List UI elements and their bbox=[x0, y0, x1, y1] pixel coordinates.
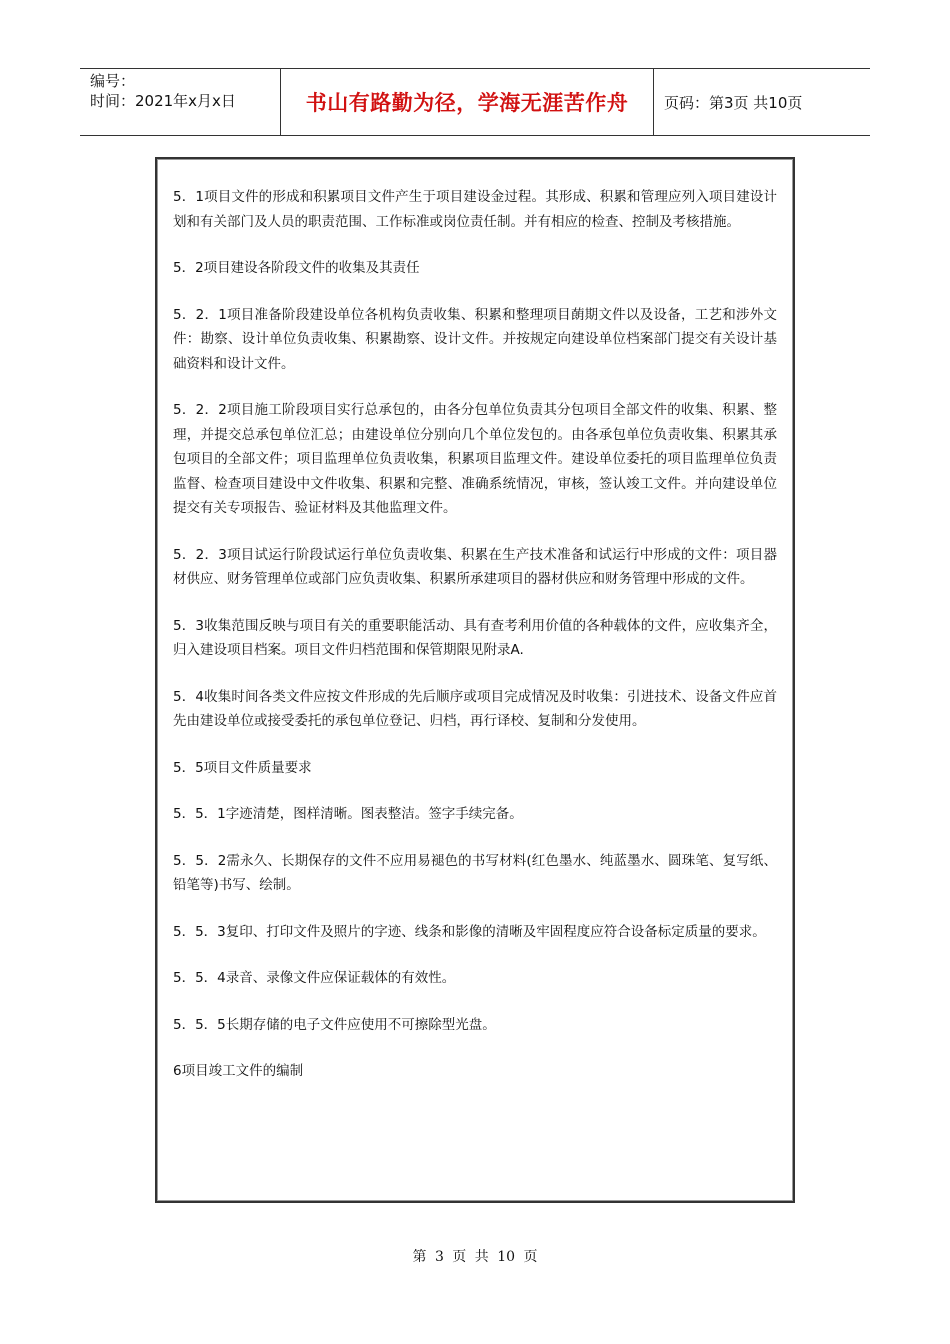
paragraph: 5．2项目建设各阶段文件的收集及其责任 bbox=[173, 260, 420, 276]
paragraph: 5．3收集范围反映与项目有关的重要职能活动、具有查考利用价值的各种载体的文件，应收集齐全，归入建设项目档案。项目文件归档范围和保管期限见附录A. bbox=[173, 617, 777, 658]
paragraph: 5．2．3项目试运行阶段试运行单位负责收集、积累在生产技术准备和试运行中形成的文件：项目器材供应、财务管理单位或部门应负责收集、积累所承建项目的器材供应和财务管理中形成的文件。 bbox=[173, 546, 777, 587]
page-footer: 第 3 页 共 10 页 bbox=[412, 1249, 538, 1265]
content-box bbox=[155, 157, 795, 1203]
paragraph: 5．2．1项目准备阶段建设单位各机构负责收集、积累和整理项目蓢期文件以及设备，工艺和涉外文件：勘察、设计单位负责收集、积累勘察、设计文件。并按规定向建设单位档案部门提交有关设计基础资料和设计文件。 bbox=[173, 306, 777, 372]
document-header bbox=[80, 68, 870, 136]
time-label: 时间：2021年x月x日 bbox=[90, 92, 236, 110]
paragraph: 5．5．3复印、打印文件及照片的字迹、线条和影像的清晰及牢固程度应符合设备标定质量的要求。 bbox=[173, 923, 766, 940]
paragraph: 5．4收集时间各类文件应按文件形成的先后顺序或项目完成情况及时收集：引进技术、设备文件应首先由建设单位或接受委托的承包单位登记、归档，再行译校、复制和分发使用。 bbox=[173, 688, 777, 729]
motto: 书山有路勤为径，学海无涯苦作舟 bbox=[281, 69, 654, 135]
paragraph: 5．5．4录音、录像文件应保证载体的有效性。 bbox=[173, 970, 456, 986]
header-meta bbox=[80, 69, 281, 135]
paragraph: 5．5．1字迹清楚，图样清晰。图表整洁。签字手续完备。 bbox=[173, 806, 523, 822]
paragraph: 5．2．2项目施工阶段项目实行总承包的，由各分包单位负责其分包项目全部文件的收集、积累、整理，并提交总承包单位汇总；由建设单位分别向几个单位发包的。由各承包单位负责收集、积累其承包项目的全部文件；项目监理单位负责收集，积累项目监理文件。建设单位委托的项目监理单位负责监督、检查项目建设中文件收集、积累和完整、准确系统情况，审核，签认竣工文件。并向建设单位提交有关专项报告、验证材料及其他监理文件。 bbox=[173, 402, 777, 516]
paragraph: 5．5．5长期存储的电子文件应使用不可擦除型光盘。 bbox=[173, 1016, 496, 1033]
number-label: 编号： bbox=[90, 72, 136, 90]
section-heading: 6项目竣工文件的编制 bbox=[173, 1063, 304, 1079]
paragraph: 5．1项目文件的形成和积累项目文件产生于项目建设金过程。其形成、积累和管理应列入项目建设计划和有关部门及人员的职责范围、工作标准或岗位责任制。并有相应的检查、控制及考核措施。 bbox=[173, 189, 777, 230]
paragraph: 5．5项目文件质量要求 bbox=[173, 759, 312, 776]
paragraph: 5．5．2需永久、长期保存的文件不应用易褪色的书写材料(红色墨水、纯蓝墨水、圆珠笔、复写纸、铅笔等)书写、绘制。 bbox=[173, 852, 777, 893]
page-info: 页码：第3页 共10页 bbox=[664, 93, 803, 112]
